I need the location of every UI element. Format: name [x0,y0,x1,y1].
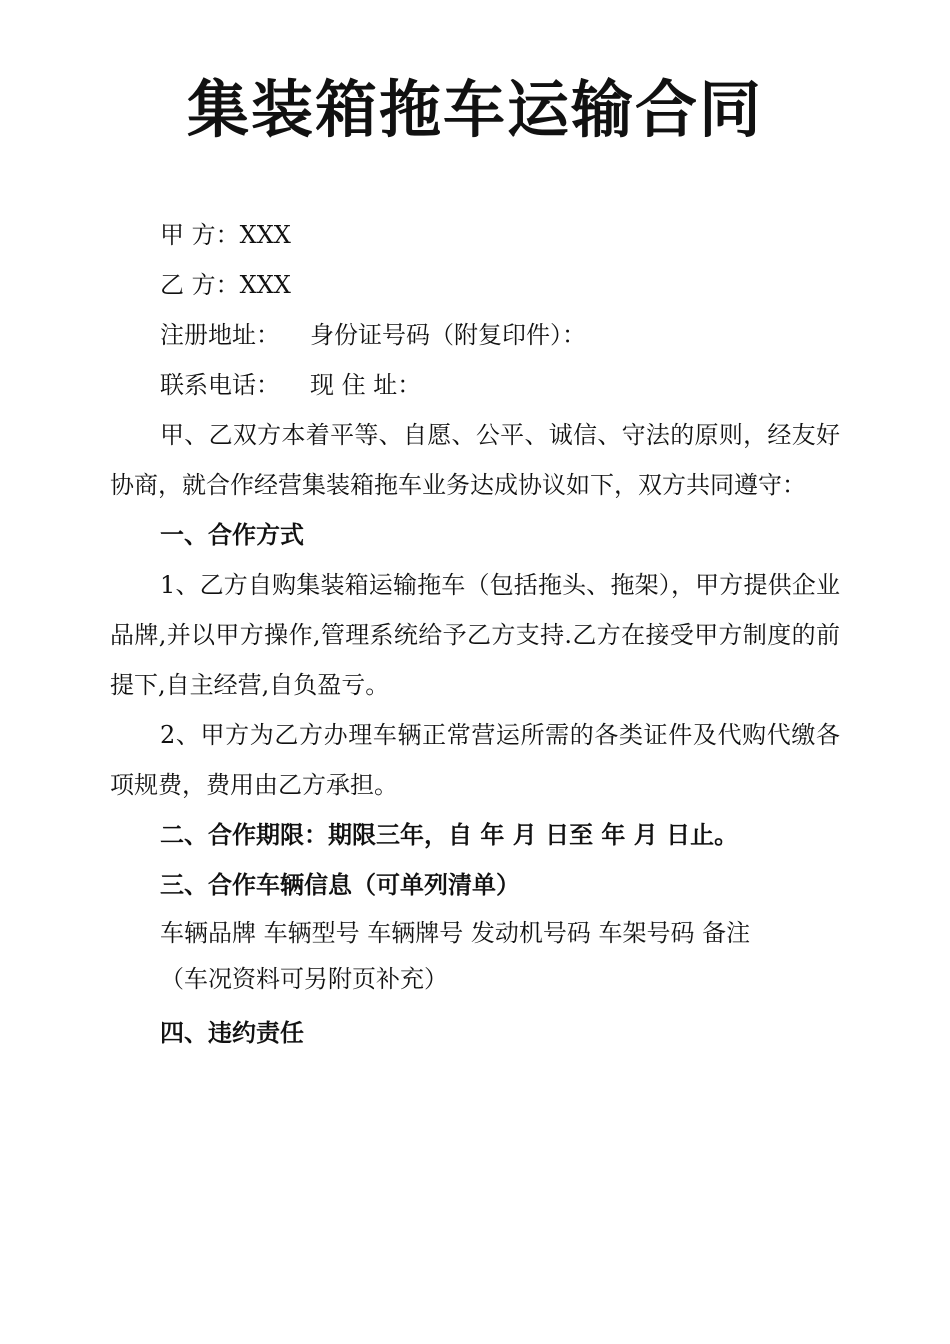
phone-label: 联系电话： [160,371,280,399]
id-number-label: 身份证号码（附复印件）： [310,321,586,349]
document-title: 集装箱拖车运输合同 [186,73,763,146]
vehicle-fields-line: 车辆品牌 车辆型号 车辆牌号 发动机号码 车架号码 备注 [160,919,751,947]
phone-residence-line [110,360,840,410]
clause-2-paragraph: 2、甲方为乙方办理车辆正常营运所需的各类证件及代购代缴各项规费，费用由乙方承担。 [110,721,840,799]
section-4-heading: 四、违约责任 [160,1018,304,1047]
party-b-line: 乙 方：XXX [160,271,291,299]
reg-address-label: 注册地址： [160,321,280,349]
document-body [110,210,840,1064]
address-id-line [110,310,840,360]
intro-paragraph: 甲、乙双方本着平等、自愿、公平、诚信、守法的原则，经友好协商，就合作经营集装箱拖车业务达成协议如下，双方共同遵守： [110,421,840,499]
residence-label: 现 住 址： [310,371,422,399]
party-a-line: 甲 方：XXX [160,221,291,249]
section-3-heading: 三、合作车辆信息（可单列清单） [160,870,520,899]
clause-1-paragraph: 1、乙方自购集装箱运输拖车（包括拖头、拖架），甲方提供企业品牌,并以甲方操作,管理系统给予乙方支持.乙方在接受甲方制度的前提下,自主经营,自负盈亏。 [110,571,840,699]
vehicle-note-line: （车况资料可另附页补充） [160,965,448,993]
section-1-heading: 一、合作方式 [160,520,304,549]
section-2-heading: 二、合作期限：期限三年，自 年 月 日至 年 月 日止。 [160,820,739,849]
